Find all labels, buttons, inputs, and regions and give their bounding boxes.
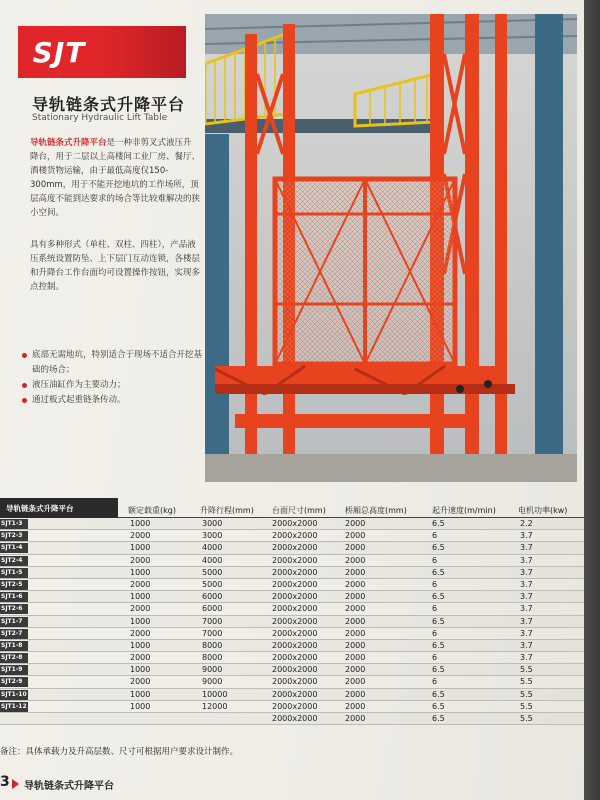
model-cell: SJT2-6 — [0, 604, 28, 614]
speed-cell: 6.5 — [432, 689, 445, 699]
speed-cell: 6 — [432, 604, 438, 614]
table-row — [0, 530, 584, 542]
power-cell: 3.7 — [520, 616, 533, 626]
size-cell: 2000x2000 — [272, 579, 318, 589]
stroke-cell: 5000 — [202, 579, 223, 589]
size-cell: 2000x2000 — [272, 714, 318, 723]
speed-cell: 6 — [432, 555, 438, 565]
speed-cell: 6.5 — [432, 640, 445, 650]
stroke-cell: 10000 — [202, 689, 228, 699]
size-cell: 2000x2000 — [272, 701, 318, 711]
power-cell: 5.5 — [520, 689, 533, 699]
table-row — [0, 616, 584, 628]
feature-text: 液压油缸作为主要动力； — [32, 380, 126, 390]
model-cell: SJT1-4 — [0, 543, 28, 553]
power-cell: 5.5 — [520, 677, 533, 687]
stroke-cell: 3000 — [202, 531, 223, 541]
load-cell: 2000 — [130, 628, 151, 638]
size-cell: 2000x2000 — [272, 531, 318, 541]
table-row — [0, 579, 584, 591]
model-cell: SJT1-10 — [1, 690, 27, 698]
stroke-cell: 9000 — [202, 665, 223, 675]
size-cell: 2000x2000 — [272, 555, 318, 565]
brand-logo — [18, 26, 186, 78]
height-cell: 2000 — [345, 567, 366, 577]
power-cell: 3.7 — [520, 592, 533, 602]
height-cell: 2000 — [345, 579, 366, 589]
table-header — [0, 498, 584, 518]
table-row — [0, 652, 584, 664]
size-cell: 2000x2000 — [272, 567, 318, 577]
load-cell: 1000 — [130, 701, 151, 711]
table-row — [0, 701, 584, 713]
table-row — [0, 640, 584, 652]
header-size: 台面尺寸(mm) — [272, 506, 326, 515]
model-cell: SJT1-7 — [0, 617, 28, 627]
load-cell: 2000 — [130, 579, 151, 589]
size-cell: 2000x2000 — [272, 653, 318, 663]
power-cell: 3.7 — [520, 604, 533, 614]
load-cell: 1000 — [130, 616, 151, 626]
height-cell: 2000 — [345, 616, 366, 626]
size-cell: 2000x2000 — [272, 677, 318, 687]
speed-cell: 6 — [432, 628, 438, 638]
power-cell: 3.7 — [520, 653, 533, 663]
height-cell: 2000 — [345, 665, 366, 675]
size-cell: 2000x2000 — [272, 604, 318, 614]
stroke-cell: 6000 — [202, 592, 223, 602]
feature-item — [22, 348, 202, 378]
spec-table — [0, 498, 584, 725]
table-row — [0, 713, 584, 725]
feature-item — [22, 378, 202, 393]
stroke-cell: 5000 — [202, 567, 223, 577]
model-cell: SJT1-6 — [0, 592, 28, 602]
model-cell: SJT2-7 — [0, 629, 28, 639]
header-speed: 起升速度(m/min) — [432, 506, 496, 515]
load-cell: 2000 — [130, 677, 151, 687]
table-body — [0, 518, 584, 725]
height-cell: 2000 — [345, 592, 366, 602]
model-cell: SJT1-3 — [0, 519, 28, 529]
size-cell: 2000x2000 — [272, 543, 318, 553]
load-cell: 2000 — [130, 531, 151, 541]
feature-list — [22, 348, 202, 408]
stroke-cell: 8000 — [202, 653, 223, 663]
speed-cell: 6 — [432, 579, 438, 589]
stroke-cell: 3000 — [202, 519, 223, 528]
power-cell: 5.5 — [520, 701, 533, 711]
speed-cell: 6.5 — [432, 701, 445, 711]
model-cell: SJT2-4 — [0, 556, 28, 566]
size-cell: 2000x2000 — [272, 592, 318, 602]
load-cell: 2000 — [130, 604, 151, 614]
power-cell: 3.7 — [520, 567, 533, 577]
table-row — [0, 567, 584, 579]
load-cell: 1000 — [130, 689, 151, 699]
speed-cell: 6 — [432, 653, 438, 663]
load-cell: 2000 — [130, 653, 151, 663]
speed-cell: 6.5 — [432, 567, 445, 577]
table-row — [0, 591, 584, 603]
height-cell: 2000 — [345, 604, 366, 614]
header-stroke: 升降行程(mm) — [200, 506, 254, 515]
stroke-cell: 7000 — [202, 628, 223, 638]
intro-text: 是一种非剪叉式液压升降台，用于二层以上高楼间工业厂房、餐厅、酒楼货物运输，由于最低高度仅150-300mm，用于不能开挖地坑的工作场所，顶层高度不能到达要求的场合等比较难解决的狭小空间。 — [30, 138, 201, 218]
header-power: 电机功率(kw) — [518, 506, 568, 515]
feature-item — [22, 393, 202, 408]
size-cell: 2000x2000 — [272, 616, 318, 626]
load-cell: 1000 — [130, 665, 151, 675]
power-cell: 5.5 — [520, 714, 533, 723]
height-cell: 2000 — [345, 531, 366, 541]
speed-cell: 6.5 — [432, 592, 445, 602]
height-cell: 2000 — [345, 689, 366, 699]
forms-paragraph: 具有多种形式（单柱、双柱、四柱），产品液压系统设置防坠、上下层门互动连锁，各楼层和升降台工作台面均可设置操作按钮，实现多点控制。 — [30, 240, 201, 292]
table-row — [0, 542, 584, 554]
height-cell: 2000 — [345, 677, 366, 687]
load-cell: 1000 — [130, 519, 151, 528]
header-height: 桥厢总高度(mm) — [345, 506, 407, 515]
product-title: 导轨链条式升降平台 — [32, 95, 186, 114]
intro-paragraph — [30, 136, 200, 220]
table-row — [0, 628, 584, 640]
lift-illustration — [205, 14, 577, 482]
speed-cell: 6.5 — [432, 519, 445, 528]
product-photo — [205, 14, 577, 482]
power-cell: 3.7 — [520, 555, 533, 565]
arrow-right-icon — [12, 779, 19, 789]
page-edge — [584, 0, 600, 800]
speed-cell: 6 — [432, 531, 438, 541]
stroke-cell: 7000 — [202, 616, 223, 626]
model-cell: SJT2-9 — [0, 677, 28, 687]
load-cell: 2000 — [130, 555, 151, 565]
load-cell: 1000 — [130, 543, 151, 553]
stroke-cell: 4000 — [202, 555, 223, 565]
product-subtitle: Stationary Hydraulic Lift Table — [32, 113, 168, 123]
height-cell: 2000 — [345, 714, 366, 723]
power-cell: 2.2 — [520, 519, 533, 528]
size-cell: 2000x2000 — [272, 628, 318, 638]
height-cell: 2000 — [345, 519, 366, 528]
stroke-cell: 8000 — [202, 640, 223, 650]
table-section-label: 导轨链条式升降平台 — [0, 498, 118, 518]
header-load: 额定载重(kg) — [128, 506, 176, 515]
footer-title: 导轨链条式升降平台 — [24, 781, 114, 792]
height-cell: 2000 — [345, 555, 366, 565]
table-row — [0, 676, 584, 688]
logo-text: SJT — [32, 35, 86, 69]
size-cell: 2000x2000 — [272, 640, 318, 650]
logo-stripe — [100, 26, 186, 78]
model-cell: SJT2-8 — [0, 653, 28, 663]
bullet-dot-icon — [22, 353, 27, 358]
power-cell: 5.5 — [520, 665, 533, 675]
height-cell: 2000 — [345, 640, 366, 650]
height-cell: 2000 — [345, 543, 366, 553]
table-row — [0, 689, 584, 701]
stroke-cell: 9000 — [202, 677, 223, 687]
model-cell: SJT1-8 — [0, 641, 28, 651]
speed-cell: 6.5 — [432, 665, 445, 675]
stroke-cell: 12000 — [202, 701, 228, 711]
load-cell: 1000 — [130, 592, 151, 602]
height-cell: 2000 — [345, 653, 366, 663]
speed-cell: 6.5 — [432, 714, 445, 723]
logo-box — [18, 26, 100, 78]
stroke-cell: 6000 — [202, 604, 223, 614]
bullet-dot-icon — [22, 383, 27, 388]
feature-text: 通过板式起重链条传动。 — [32, 395, 126, 405]
page-number: 3 — [0, 774, 10, 790]
table-row — [0, 518, 584, 530]
size-cell: 2000x2000 — [272, 689, 318, 699]
power-cell: 3.7 — [520, 628, 533, 638]
size-cell: 2000x2000 — [272, 519, 318, 528]
speed-cell: 6.5 — [432, 616, 445, 626]
speed-cell: 6 — [432, 677, 438, 687]
stroke-cell: 4000 — [202, 543, 223, 553]
power-cell: 3.7 — [520, 640, 533, 650]
bullet-dot-icon — [22, 398, 27, 403]
model-cell: SJT2-3 — [0, 531, 28, 541]
model-cell: SJT1-5 — [0, 568, 28, 578]
model-cell: SJT1-9 — [0, 665, 28, 675]
power-cell: 3.7 — [520, 531, 533, 541]
speed-cell: 6.5 — [432, 543, 445, 553]
size-cell: 2000x2000 — [272, 665, 318, 675]
model-cell: SJT1-12 — [1, 702, 27, 710]
height-cell: 2000 — [345, 628, 366, 638]
table-note: 备注：具体承载力及升高层数、尺寸可根据用户要求设计制作。 — [0, 747, 239, 757]
page-footer — [0, 770, 584, 800]
table-row — [0, 555, 584, 567]
power-cell: 3.7 — [520, 543, 533, 553]
model-cell: SJT2-5 — [0, 580, 28, 590]
load-cell: 1000 — [130, 640, 151, 650]
height-cell: 2000 — [345, 701, 366, 711]
table-row — [0, 664, 584, 676]
feature-text: 底部无需地坑，特别适合于现场不适合开挖基础的场合； — [32, 350, 203, 375]
load-cell: 1000 — [130, 567, 151, 577]
power-cell: 3.7 — [520, 579, 533, 589]
intro-highlight: 导轨链条式升降平台 — [30, 138, 107, 148]
table-row — [0, 603, 584, 615]
